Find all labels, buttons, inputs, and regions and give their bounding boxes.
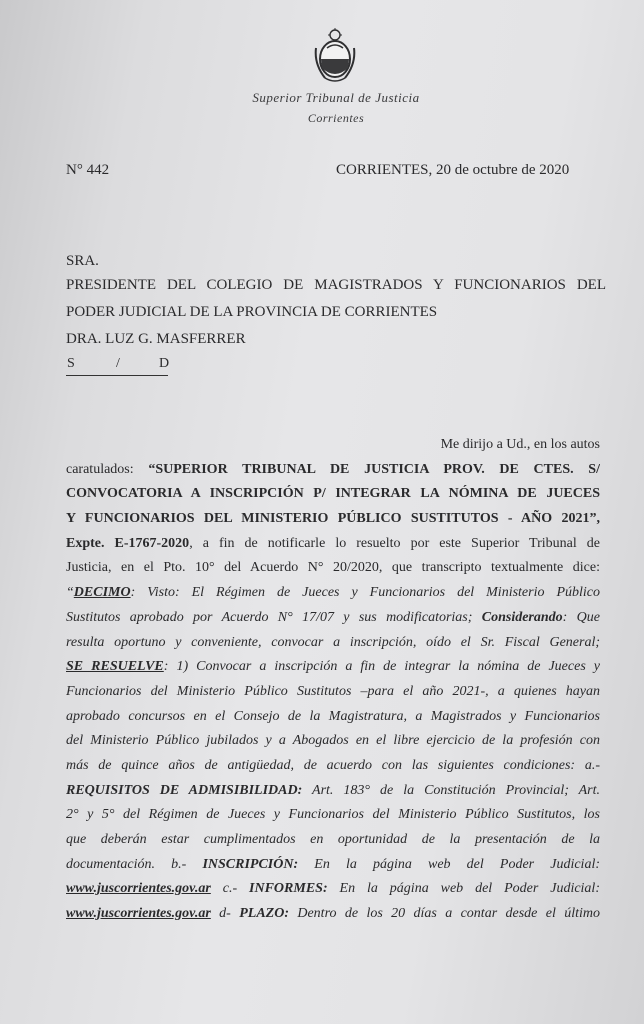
body-line: que deberán estar cumplimentados en oportunidad de la presentación de la bbox=[66, 832, 600, 847]
body-line: Y FUNCIONARIOS DEL MINISTERIO PÚBLICO SUSTITUTOS - AÑO 2021”, bbox=[66, 511, 600, 527]
body-line: CONVOCATORIA A INSCRIPCIÓN P/ INTEGRAR LA NÓMINA DE JUECES bbox=[66, 486, 600, 502]
website-link[interactable]: www.juscorrientes.gov.ar bbox=[66, 906, 211, 922]
tribunal-city: Corrientes bbox=[307, 111, 365, 125]
body-line: 2° y 5° del Régimen de Jueces y Funcionarios del Ministerio Público Sustitutos, los bbox=[66, 807, 600, 823]
body-line: Sustitutos aprobado por Acuerdo N° 17/07 y sus modificatorias; Considerando: Que bbox=[66, 609, 600, 625]
sd-slash: / bbox=[116, 356, 120, 371]
sd-s: S bbox=[67, 356, 75, 371]
su-despacho-line bbox=[66, 355, 168, 376]
recipient-name: DRA. LUZ G. MASFERRER bbox=[66, 331, 246, 347]
recipient-line-1: PRESIDENTE DEL COLEGIO DE MAGISTRADOS Y FUNCIONARIOS DEL bbox=[66, 277, 606, 293]
body-line: “DECIMO: Visto: El Régimen de Jueces y Funcionarios del Ministerio Público bbox=[66, 585, 600, 601]
body-line: aprobado concursos en el Consejo de la Magistratura, a Magistrados y Funcionarios bbox=[66, 708, 600, 724]
website-link[interactable]: www.juscorrientes.gov.ar bbox=[66, 881, 211, 897]
body-line: Me dirijo a Ud., en los autos bbox=[440, 437, 600, 452]
coat-of-arms-emblem bbox=[313, 28, 357, 84]
body-line: más de quince años de antigüedad, de acuerdo con las siguientes condiciones: a.- bbox=[66, 757, 600, 773]
document-number: N° 442 bbox=[66, 162, 110, 178]
body-line: www.juscorrientes.gov.ar c.- INFORMES: En la página web del Poder Judicial: bbox=[66, 881, 600, 897]
body-line: resulta oportuno y conveniente, convocar a inscripción, oído el Sr. Fiscal General; bbox=[66, 634, 600, 650]
tribunal-name: Superior Tribunal de Justicia bbox=[252, 90, 420, 105]
body-line: REQUISITOS DE ADMISIBILIDAD: Art. 183° de la Constitución Provincial; Art. bbox=[66, 782, 600, 798]
document-date: CORRIENTES, 20 de octubre de 2020 bbox=[336, 162, 570, 178]
body-line: www.juscorrientes.gov.ar d- PLAZO: Dentro de los 20 días a contar desde el último bbox=[66, 906, 600, 922]
body-line: Expte. E-1767-2020, a fin de notificarle lo resuelto por este Superior Tribunal de bbox=[66, 535, 600, 551]
salutation: SRA. bbox=[66, 253, 99, 269]
body-line: Justicia, en el Pto. 10° del Acuerdo N° 20/2020, que transcripto textualmente dice: bbox=[66, 560, 600, 576]
body-line: Funcionarios del Ministerio Público Sustitutos –para el año 2021-, a quienes hayan bbox=[66, 683, 600, 699]
body-line: del Ministerio Público jubilados y a Abogados en el libre ejercicio de la profesión con bbox=[66, 733, 600, 749]
letter-body bbox=[66, 433, 600, 927]
sd-d: D bbox=[159, 356, 170, 371]
body-line: caratulados: “SUPERIOR TRIBUNAL DE JUSTICIA PROV. DE CTES. S/ bbox=[66, 461, 600, 477]
body-line: documentación. b.- INSCRIPCIÓN: En la página web del Poder Judicial: bbox=[66, 856, 600, 872]
recipient-line-2: PODER JUDICIAL DE LA PROVINCIA DE CORRIENTES bbox=[66, 304, 438, 320]
body-line: SE RESUELVE: 1) Convocar a inscripción a fin de integrar la nómina de Jueces y bbox=[66, 659, 600, 675]
